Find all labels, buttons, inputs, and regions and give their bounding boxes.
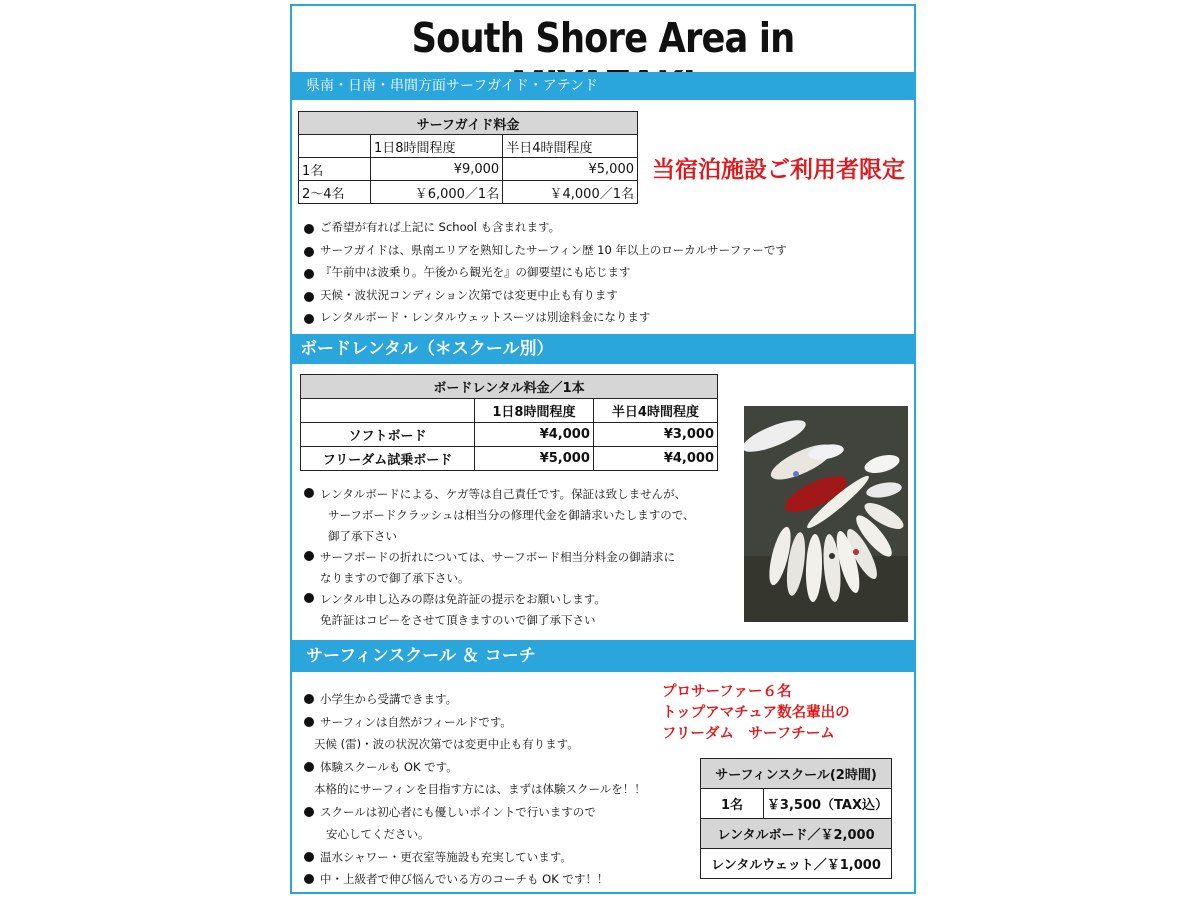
rental-board-price: レンタルボード／￥2,000 — [701, 819, 892, 849]
rental-section-banner: ボードレンタル（＊スクール別） — [292, 334, 914, 364]
bullet-icon — [304, 874, 314, 884]
table-header-blank — [299, 135, 371, 158]
school-notes — [300, 688, 646, 891]
list-item — [300, 547, 695, 589]
price-half: ¥4,000 — [593, 447, 717, 471]
bullet-icon — [304, 269, 314, 279]
table-header-full-day: 1日8時間程度 — [475, 399, 594, 423]
bullet-icon — [304, 593, 314, 603]
row-label: 1名 — [299, 158, 371, 181]
note-text: サーフィンは自然がフィールドです。 — [320, 714, 512, 729]
promo-line: フリーダム サーフチーム — [662, 726, 835, 742]
flyer — [290, 4, 916, 894]
bullet-icon — [304, 224, 314, 234]
guide-price-table — [298, 111, 638, 204]
list-item — [300, 243, 787, 266]
guide-table-caption: サーフガイド料金 — [299, 112, 638, 135]
school-table-caption: サーフィンスクール(2時間) — [701, 759, 892, 789]
list-item — [300, 310, 787, 333]
list-item — [300, 801, 646, 846]
row-label: 2～4名 — [299, 181, 371, 204]
page-title: South Shore Area in — [411, 14, 795, 62]
note-text: なりますので御了承下さい。 — [320, 571, 470, 585]
note-text: 体験スクールも OK です。 — [320, 759, 458, 774]
school-person-count: 1名 — [701, 789, 764, 819]
note-text: レンタルボード・レンタルウェットスーツは別途料金になります — [320, 310, 651, 324]
bullet-icon — [304, 807, 314, 817]
list-item — [300, 288, 787, 311]
guide-section-banner: 県南・日南・串間方面サーフガイド・アテンド — [292, 72, 914, 100]
price-full: ¥5,000 — [475, 447, 594, 471]
bullet-icon — [304, 551, 314, 561]
note-text: サーフガイドは、県南エリアを熟知したサーフィン歴 10 年以上のローカルサーファーです — [320, 242, 787, 257]
price-full: ¥4,000 — [475, 423, 594, 447]
note-text: 安心してください。 — [326, 827, 430, 841]
note-text: サーフボードクラッシュは相当分の修理代金を御請求いたしますので、 — [328, 508, 695, 522]
school-price-table — [700, 758, 892, 879]
note-text: 御了承下さい — [328, 529, 397, 543]
school-section-banner: サーフィンスクール ＆ コーチ — [292, 640, 914, 672]
promo-line: トップアマチュア数名輩出の — [662, 705, 850, 721]
guests-only-notice: 当宿泊施設ご利用者限定 — [652, 157, 905, 183]
list-item — [300, 589, 695, 631]
bullet-icon — [304, 852, 314, 862]
table-header-half-day: 半日4時間程度 — [503, 135, 638, 158]
note-text: 中・上級者で伸び悩んでいる方のコーチも OK です！！ — [320, 872, 609, 886]
bullet-icon — [304, 292, 314, 302]
pro-team-promo — [662, 682, 850, 745]
bullet-icon — [304, 694, 314, 704]
surfboards-illustration — [744, 406, 908, 622]
table-header-full-day: 1日8時間程度 — [371, 135, 503, 158]
table-row — [701, 789, 892, 819]
promo-line: プロサーファー６名 — [662, 684, 792, 700]
price-half: ¥5,000 — [503, 158, 638, 181]
note-text: 本格的にサーフィンを目指す方には、まずは体験スクールを！！ — [314, 782, 646, 796]
rental-table-caption: ボードレンタル料金／1本 — [301, 375, 718, 399]
table-row — [701, 819, 892, 849]
row-label: ソフトボード — [301, 423, 475, 447]
note-text: 天候・波状況コンディション次第では変更中止も有ります — [320, 287, 618, 302]
price-half: ¥3,000 — [593, 423, 717, 447]
bullet-icon — [304, 247, 314, 257]
list-item — [300, 220, 787, 243]
list-item — [300, 688, 646, 711]
surfboards-photo — [744, 406, 908, 622]
note-text: 天候 (雷)・波の状況次第では変更中止も有ります。 — [314, 737, 579, 751]
bullet-icon — [304, 762, 314, 772]
note-text: 免許証はコピーをさせて頂きますのいで御了承下さい — [320, 613, 596, 627]
bullet-icon — [304, 314, 314, 324]
note-text: レンタルボードによる、ケガ等は自己責任です。保証は致しませんが、 — [320, 487, 687, 501]
note-text: レンタル申し込みの際は免許証の提示をお願いします。 — [320, 592, 606, 606]
bullet-icon — [304, 717, 314, 727]
table-row — [301, 423, 718, 447]
note-text: 『午前中は波乗り。午後から観光を』の御要望にも応じます — [320, 265, 631, 279]
list-item — [300, 265, 787, 288]
list-item — [300, 868, 646, 891]
rental-wetsuit-price: レンタルウェット／￥1,000 — [701, 849, 892, 879]
note-text: 小学生から受講できます。 — [320, 692, 458, 706]
price-half: ￥4,000／1名 — [503, 181, 638, 204]
school-price: ￥3,500（TAX込） — [763, 789, 891, 819]
list-item — [300, 846, 646, 869]
price-full: ¥9,000 — [371, 158, 503, 181]
list-item — [300, 711, 646, 756]
table-row — [299, 158, 638, 181]
price-full: ￥6,000／1名 — [371, 181, 503, 204]
row-label: フリーダム試乗ボード — [301, 447, 475, 471]
table-row — [299, 181, 638, 204]
table-row — [701, 849, 892, 879]
note-text: スクールは初心者にも優しいポイントで行いますので — [320, 804, 596, 819]
rental-notes — [300, 484, 695, 631]
note-text: サーフボードの折れについては、サーフボード相当分料金の御請求に — [320, 550, 676, 564]
table-header-blank — [301, 399, 475, 423]
list-item — [300, 756, 646, 801]
guide-notes — [300, 220, 787, 333]
bullet-icon — [304, 488, 314, 498]
table-row — [301, 447, 718, 471]
rental-price-table — [300, 374, 718, 471]
table-header-half-day: 半日4時間程度 — [593, 399, 717, 423]
list-item — [300, 484, 695, 547]
note-text: 温水シャワー・更衣室等施設も充実しています。 — [320, 849, 572, 864]
note-text: ご希望が有れば上記に School も含まれます。 — [320, 220, 561, 234]
